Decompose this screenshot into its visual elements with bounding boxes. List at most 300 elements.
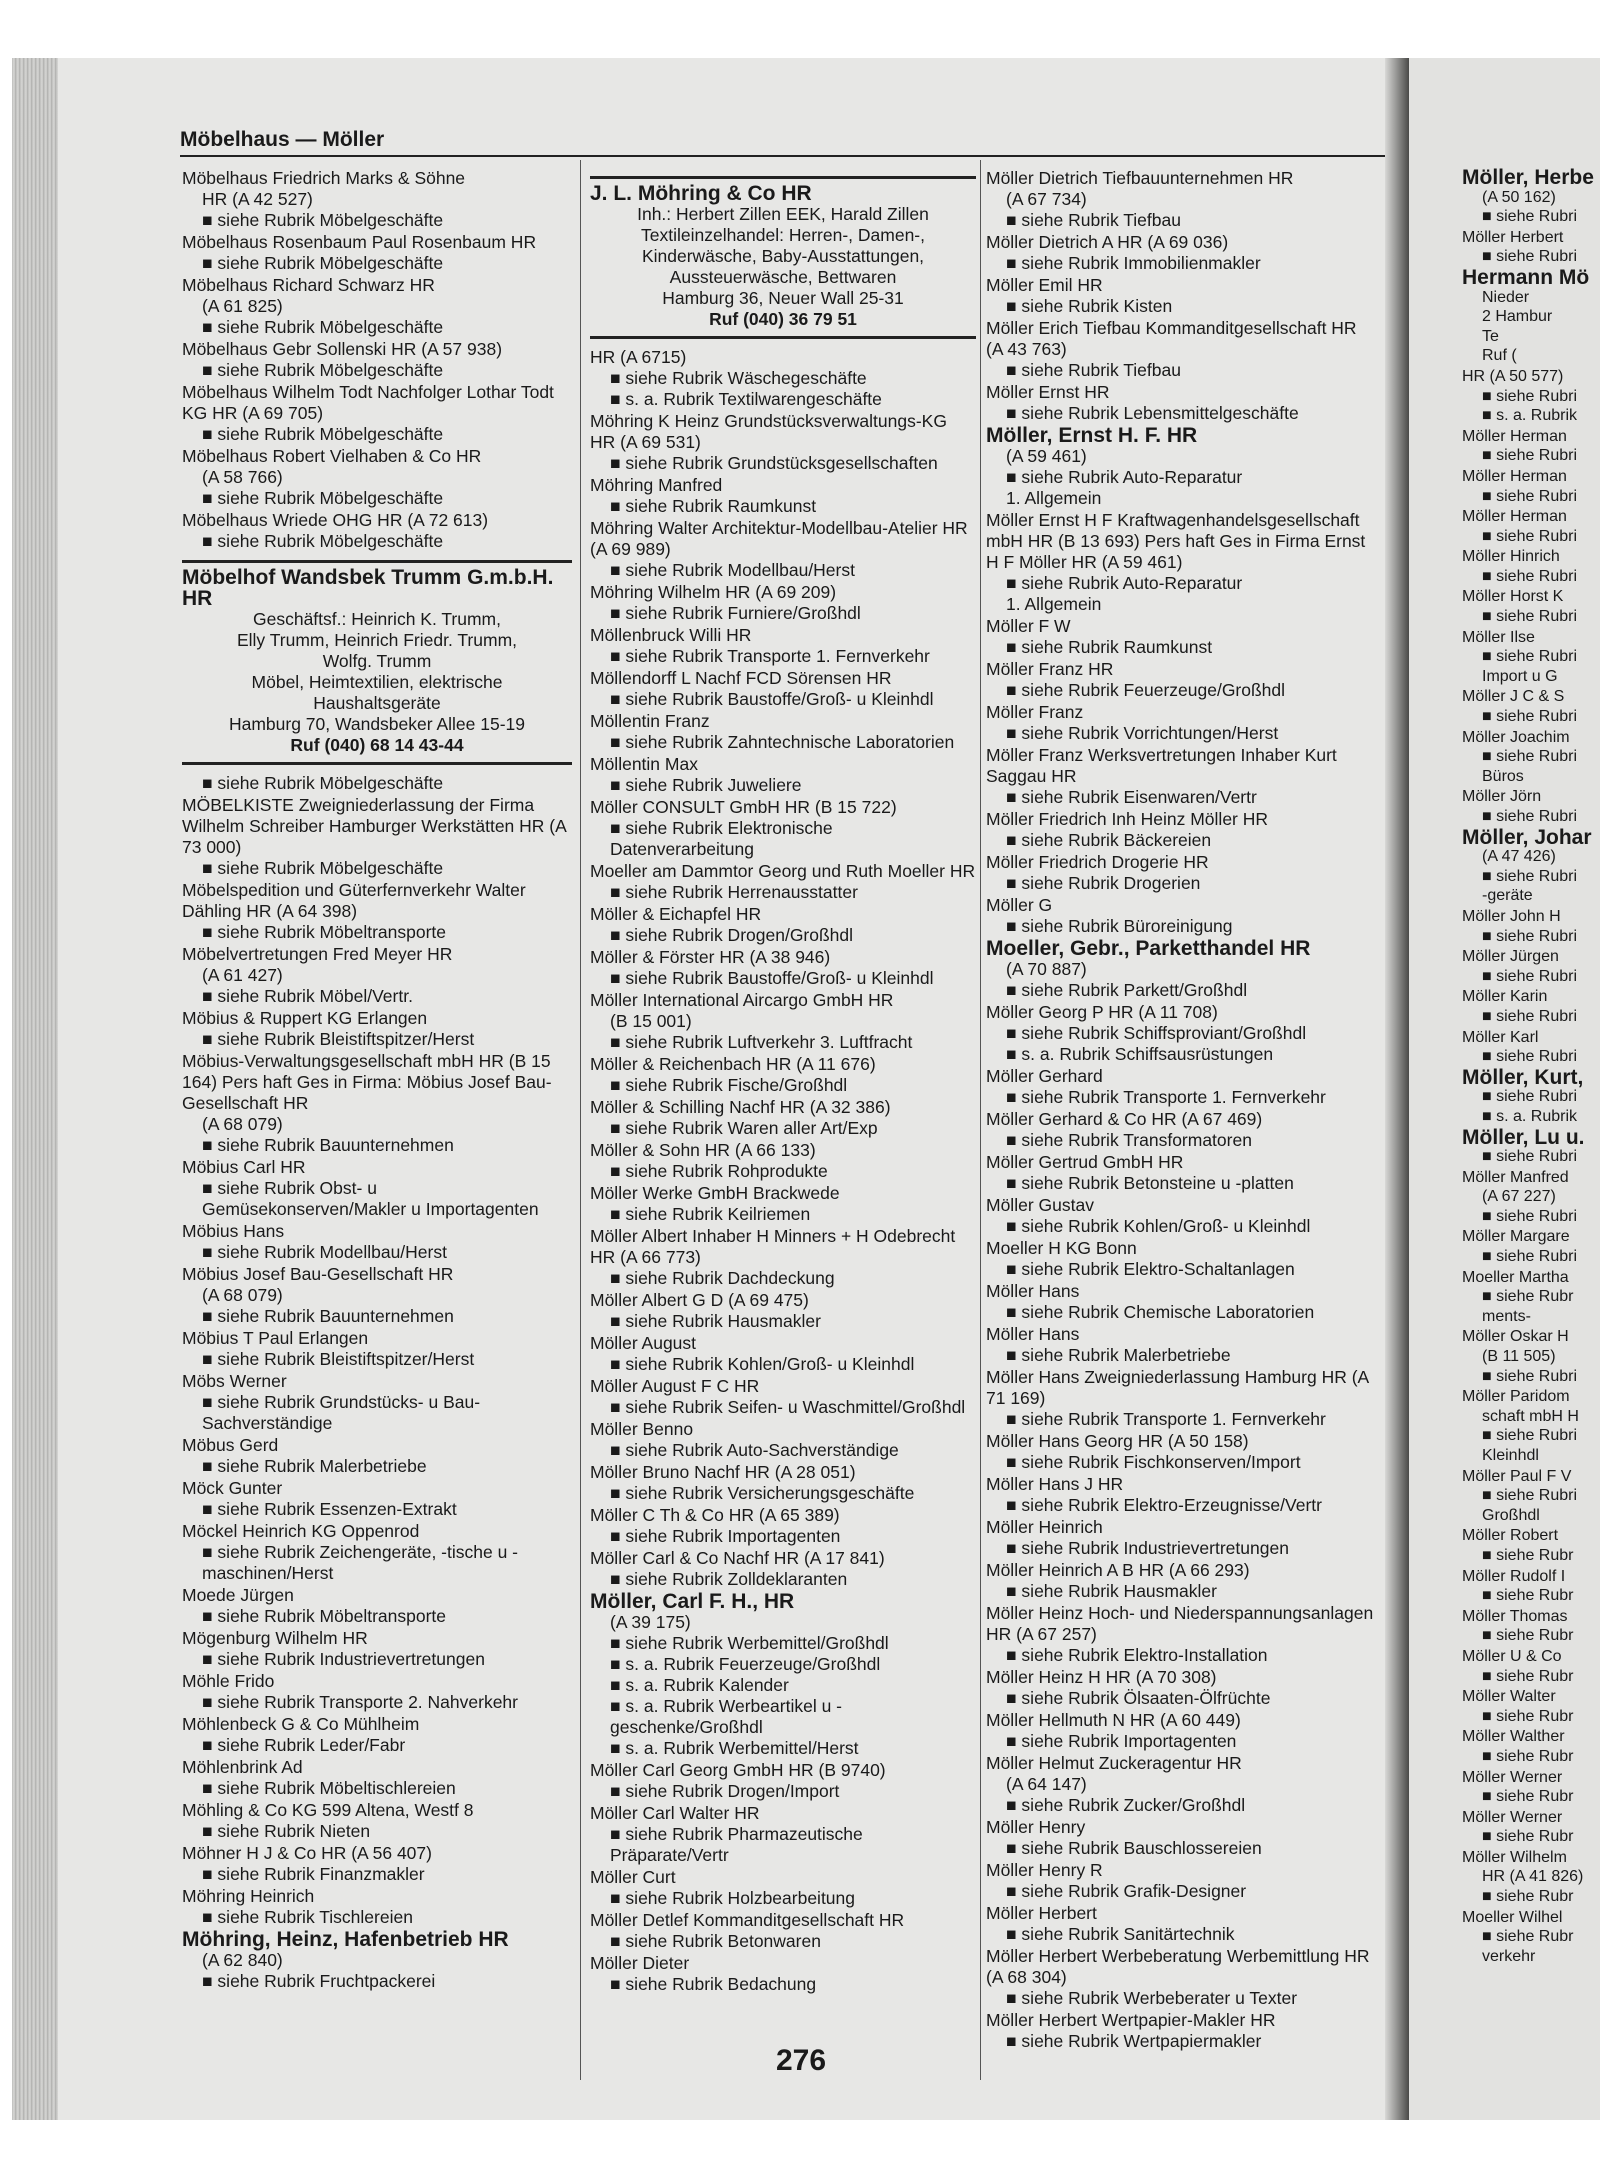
directory-entry xyxy=(1462,1567,1600,1606)
entry-detail: ■ siehe Rubr xyxy=(1482,1928,1574,1946)
entry-detail: ■ siehe Rubrik Transformatoren xyxy=(1006,1130,1252,1150)
directory-entry xyxy=(182,1929,572,1992)
entry-name: Möbelspedition und Güterfernverkehr Walter Dähling HR (A 64 398) xyxy=(182,880,526,921)
entry-name: Möhring Walter Architektur-Modellbau-Atelier HR (A 69 989) xyxy=(590,518,968,559)
entry-name: Möbelhaus Rosenbaum Paul Rosenbaum HR xyxy=(182,232,537,252)
advert-line: Hamburg 36, Neuer Wall 25-31 xyxy=(662,288,904,308)
entry-name: Möbs Werner xyxy=(182,1371,287,1391)
entry-detail: ■ siehe Rubrik Auto-Reparatur xyxy=(1006,573,1243,593)
directory-entry xyxy=(986,702,1376,744)
entry-name: Möller Heinz Hoch- und Niederspannungsanlagen HR (A 67 257) xyxy=(986,1603,1374,1644)
entry-detail: ■ s. a. Rubrik Schiffsausrüstungen xyxy=(1006,1044,1274,1064)
entry-detail: ■ siehe Rubrik Grundstücks- u Bau-Sachverständige xyxy=(202,1392,481,1433)
entry-detail: HR (A 41 826) xyxy=(1482,1868,1584,1886)
advert-line: Geschäftsf.: Heinrich K. Trumm, xyxy=(253,609,501,629)
directory-entry xyxy=(1462,728,1600,787)
entry-detail: ■ siehe Rubri xyxy=(1482,248,1578,266)
entry-detail: ■ siehe Rubri xyxy=(1482,1207,1578,1225)
directory-entry xyxy=(590,582,976,624)
entry-detail: ■ siehe Rubr xyxy=(1482,1667,1574,1685)
entry-name: Möller Karl xyxy=(1462,1028,1539,1046)
entry-detail: Büros xyxy=(1482,767,1524,785)
directory-entry xyxy=(986,659,1376,701)
entry-detail: ■ siehe Rubrik Bauunternehmen xyxy=(202,1135,454,1155)
directory-column-2 xyxy=(590,168,976,1996)
entry-name: Möller Georg P HR (A 11 708) xyxy=(986,1002,1218,1022)
entry-detail: ■ siehe Rubrik Sanitärtechnik xyxy=(1006,1924,1235,1944)
entry-detail: ■ siehe Rubrik Zolldeklaranten xyxy=(610,1569,848,1589)
entry-detail: ■ siehe Rubrik Möbel/Vertr. xyxy=(202,986,413,1006)
directory-entry xyxy=(182,944,572,1007)
entry-detail: ■ siehe Rubrik Chemische Laboratorien xyxy=(1006,1302,1315,1322)
directory-entry xyxy=(1462,1065,1600,1127)
directory-entry xyxy=(590,1462,976,1504)
directory-entry xyxy=(590,1505,976,1547)
directory-entry xyxy=(986,1281,1376,1323)
entry-detail: ■ siehe Rubrik Bauschlossereien xyxy=(1006,1838,1262,1858)
directory-entry xyxy=(986,1667,1376,1709)
directory-entry xyxy=(590,904,976,946)
directory-entry xyxy=(986,1474,1376,1516)
entry-name: Moeller Martha xyxy=(1462,1268,1569,1286)
entry-name: Möllendorff L Nachf FCD Sörensen HR xyxy=(590,668,892,688)
entry-name: Möller Friedrich Inh Heinz Möller HR xyxy=(986,809,1269,829)
entry-name: Möller Emil HR xyxy=(986,275,1103,295)
entry-name: Möller Herman xyxy=(1462,427,1567,445)
entry-name: Möller Dieter xyxy=(590,1953,690,1973)
entry-detail: ■ siehe Rubrik Waren aller Art/Exp xyxy=(610,1118,878,1138)
directory-entry xyxy=(986,168,1376,231)
entry-name: Möller, Johar xyxy=(1462,825,1592,849)
entry-detail: ■ siehe Rubrik Fische/Großhdl xyxy=(610,1075,848,1095)
entry-name: Möller Henry R xyxy=(986,1860,1103,1880)
advert-line: Hamburg 70, Wandsbeker Allee 15-19 xyxy=(228,714,526,734)
entry-name: Moeller H KG Bonn xyxy=(986,1238,1137,1258)
entry-name: Moede Jürgen xyxy=(182,1585,294,1605)
entry-detail: (A 61 427) xyxy=(202,965,283,985)
entry-name: Möhring Manfred xyxy=(590,475,723,495)
directory-entry xyxy=(986,1195,1376,1237)
directory-entry xyxy=(182,795,572,879)
entry-detail: ■ siehe Rubrik Transporte 1. Fernverkehr xyxy=(1006,1087,1326,1107)
directory-entry xyxy=(182,1221,572,1263)
entry-name: HR (A 6715) xyxy=(590,347,687,367)
entry-detail: ■ siehe Rubri xyxy=(1482,808,1578,825)
directory-entry xyxy=(182,1008,572,1050)
entry-name: Möbius Hans xyxy=(182,1221,285,1241)
entry-name: Möhring K Heinz Grundstücksverwaltungs-KG HR (A 69 531) xyxy=(590,411,947,452)
directory-entry xyxy=(590,1376,976,1418)
entry-name: Möckel Heinrich KG Oppenrod xyxy=(182,1521,420,1541)
entry-detail: ■ siehe Rubrik Eisenwaren/Vertr xyxy=(1006,787,1257,807)
entry-name: Möller Hans xyxy=(986,1281,1080,1301)
directory-entry xyxy=(182,1157,572,1220)
entry-detail: Nieder xyxy=(1482,288,1530,306)
entry-name: Möller Gerhard & Co HR (A 67 469) xyxy=(986,1109,1263,1129)
entry-detail: ■ siehe Rubr xyxy=(1482,1587,1574,1605)
advert-line: Textileinzelhandel: Herren-, Damen-, xyxy=(640,225,926,245)
entry-detail: 1. Allgemein xyxy=(1006,488,1102,508)
entry-detail: Ruf ( xyxy=(1482,347,1517,365)
directory-entry xyxy=(1462,787,1600,826)
entry-name: Möller Oskar H xyxy=(1462,1328,1569,1346)
entry-detail: ■ siehe Rubrik Importagenten xyxy=(1006,1731,1237,1751)
entry-name: Möller Hans Zweigniederlassung Hamburg HR (A 71 169) xyxy=(986,1367,1369,1408)
entry-detail: ■ siehe Rubrik Elektronische Datenverarbeitung xyxy=(610,818,833,859)
advert-line: Aussteuerwäsche, Bettwaren xyxy=(669,267,897,287)
directory-entry xyxy=(1462,907,1600,946)
directory-entry xyxy=(590,1867,976,1909)
entry-detail: ■ siehe Rubrik Elektro-Schaltanlagen xyxy=(1006,1259,1295,1279)
entry-detail: ■ siehe Rubrik Möbelgeschäfte xyxy=(202,253,444,273)
directory-entry xyxy=(182,1800,572,1842)
directory-entry xyxy=(986,1152,1376,1194)
entry-name: Möller Werner xyxy=(1462,1768,1563,1786)
directory-entry xyxy=(1462,628,1600,687)
entry-detail: (A 68 079) xyxy=(202,1114,283,1134)
entry-detail: (A 67 734) xyxy=(1006,189,1087,209)
entry-detail: ■ siehe Rubrik Furniere/Großhdl xyxy=(610,603,861,623)
entry-name: Möbius T Paul Erlangen xyxy=(182,1328,369,1348)
directory-entry xyxy=(1462,467,1600,506)
entry-detail: ■ siehe Rubrik Drogen/Import xyxy=(610,1781,840,1801)
entry-detail: ■ siehe Rubrik Werbemittel/Großhdl xyxy=(610,1633,889,1653)
book-gutter xyxy=(1385,58,1409,2120)
entry-name: Möller Franz xyxy=(986,702,1084,722)
directory-entry xyxy=(986,1860,1376,1902)
entry-detail: ■ siehe Rubrik Auto-Sachverständige xyxy=(610,1440,899,1460)
entry-name: Möller Hinrich xyxy=(1462,548,1560,566)
entry-name: Möller Gerhard xyxy=(986,1066,1103,1086)
entry-detail: ■ siehe Rubrik Betonsteine u -platten xyxy=(1006,1173,1294,1193)
entry-detail: ■ s. a. Rubrik xyxy=(1482,407,1578,425)
directory-entry xyxy=(986,2010,1376,2052)
directory-entry xyxy=(182,1671,572,1713)
entry-name: Möller & Förster HR (A 38 946) xyxy=(590,947,831,967)
entry-detail: ■ siehe Rubri xyxy=(1482,1048,1578,1066)
entry-detail: ■ siehe Rubrik Bleistiftspitzer/Herst xyxy=(202,1029,475,1049)
entry-detail: ■ siehe Rubri xyxy=(1482,608,1578,626)
advert-line: Elly Trumm, Heinrich Friedr. Trumm, xyxy=(236,630,518,650)
entry-name: Möller Franz HR xyxy=(986,659,1114,679)
entry-name: Möller Wilhelm xyxy=(1462,1848,1567,1866)
entry-detail: ■ siehe Rubrik Wertpapiermakler xyxy=(1006,2031,1262,2051)
entry-detail: (B 15 001) xyxy=(610,1011,692,1031)
directory-entry xyxy=(590,668,976,710)
entry-detail: ■ s. a. Rubrik xyxy=(1482,1107,1578,1125)
advert-phone: Ruf (040) 68 14 43-44 xyxy=(290,735,464,755)
entry-name: Möller Manfred xyxy=(1462,1168,1569,1186)
directory-entry xyxy=(986,938,1376,1001)
entry-name: Möller Jörn xyxy=(1462,788,1542,806)
directory-entry xyxy=(1462,1808,1600,1847)
entry-detail: ■ siehe Rubrik Büroreinigung xyxy=(1006,916,1233,936)
directory-entry xyxy=(182,275,572,338)
entry-detail: ■ siehe Rubrik Grafik-Designer xyxy=(1006,1881,1247,1901)
entry-detail: Großhdl xyxy=(1482,1506,1540,1524)
entry-name: Möller, Herbe xyxy=(1462,166,1594,189)
directory-entry xyxy=(1462,1227,1600,1266)
entry-name: Möller Ernst HR xyxy=(986,382,1110,402)
directory-entry xyxy=(182,773,572,794)
directory-entry xyxy=(986,1753,1376,1816)
entry-name: Möller Gustav xyxy=(986,1195,1094,1215)
entry-detail: ■ siehe Rubrik Fischkonserven/Import xyxy=(1006,1452,1301,1472)
entry-name: Möhring Heinrich xyxy=(182,1886,315,1906)
directory-entry xyxy=(1462,547,1600,586)
entry-name: Möller Hellmuth N HR (A 60 449) xyxy=(986,1710,1241,1730)
entry-name: Möller Herbert Werbeberatung Werbemittlung HR (A 68 304) xyxy=(986,1946,1370,1987)
directory-entry xyxy=(986,1817,1376,1859)
entry-detail: ■ siehe Rubrik Immobilienmakler xyxy=(1006,253,1261,273)
directory-entry xyxy=(590,1910,976,1952)
advert-line: Möbel, Heimtextilien, elektrische xyxy=(251,672,503,692)
entry-detail: ■ siehe Rubrik Modellbau/Herst xyxy=(610,560,855,580)
directory-entry xyxy=(986,1517,1376,1559)
entry-name: Möller Detlef Kommanditgesellschaft HR xyxy=(590,1910,905,1930)
entry-detail: ■ siehe Rubrik Grundstücksgesellschaften xyxy=(610,453,938,473)
entry-name: Möller Curt xyxy=(590,1867,676,1887)
directory-entry xyxy=(1462,1768,1600,1807)
directory-entry xyxy=(986,1903,1376,1945)
entry-name: Möller Herman xyxy=(1462,508,1567,526)
entry-name: Möller Werke GmbH Brackwede xyxy=(590,1183,840,1203)
advert-title: J. L. Möhring & Co HR xyxy=(590,182,812,205)
entry-name: Möbelhaus Wriede OHG HR (A 72 613) xyxy=(182,510,489,530)
entry-name: Möller Horst K xyxy=(1462,588,1564,606)
directory-entry xyxy=(590,1419,976,1461)
directory-entry xyxy=(590,518,976,581)
directory-entry xyxy=(986,809,1376,851)
entry-name: Möbelhaus Richard Schwarz HR xyxy=(182,275,435,295)
directory-entry xyxy=(1462,987,1600,1026)
entry-name: Möhle Frido xyxy=(182,1671,275,1691)
entry-detail: ■ siehe Rubri xyxy=(1482,1088,1578,1106)
entry-detail: ■ siehe Rubrik Herrenausstatter xyxy=(610,882,858,902)
entry-name: Möller Hans Georg HR (A 50 158) xyxy=(986,1431,1249,1451)
entry-name: Möller Heinrich xyxy=(986,1517,1103,1537)
entry-detail: ■ siehe Rubrik Auto-Reparatur xyxy=(1006,467,1243,487)
directory-entry xyxy=(182,232,572,274)
directory-entry xyxy=(182,382,572,445)
directory-entry xyxy=(590,1226,976,1289)
entry-name: Möller Heinz H HR (A 70 308) xyxy=(986,1667,1217,1687)
entry-detail: ■ siehe Rubrik Essenzen-Extrakt xyxy=(202,1499,457,1519)
entry-detail: 2 Hambur xyxy=(1482,308,1553,326)
page-edge-stack xyxy=(12,58,58,2120)
directory-entry xyxy=(590,861,976,903)
directory-entry xyxy=(1462,687,1600,726)
advert-phone: Ruf (040) 36 79 51 xyxy=(709,309,857,329)
entry-name: Möller Thomas xyxy=(1462,1607,1568,1625)
entry-name: Möller CONSULT GmbH HR (B 15 722) xyxy=(590,797,897,817)
entry-name: Möller Ilse xyxy=(1462,628,1535,646)
entry-detail: ■ s. a. Rubrik Feuerzeuge/Großhdl xyxy=(610,1654,881,1674)
directory-entry xyxy=(182,880,572,943)
directory-entry xyxy=(590,411,976,474)
entry-detail: ■ siehe Rubrik Holzbearbeitung xyxy=(610,1888,856,1908)
entry-detail: ■ siehe Rubrik Möbelgeschäfte xyxy=(202,488,444,508)
entry-name: HR (A 50 577) xyxy=(1462,367,1564,385)
directory-entry xyxy=(182,1521,572,1584)
entry-detail: ■ siehe Rubrik Tischlereien xyxy=(202,1907,413,1927)
entry-name: Möck Gunter xyxy=(182,1478,283,1498)
entry-detail: ■ siehe Rubrik Möbelgeschäfte xyxy=(202,773,444,793)
entry-detail: ■ siehe Rubrik Transporte 2. Nahverkehr xyxy=(202,1692,518,1712)
entry-detail: ■ siehe Rubri xyxy=(1482,208,1578,226)
directory-entry xyxy=(1462,1168,1600,1227)
directory-entry xyxy=(182,446,572,509)
entry-name: Möller August xyxy=(590,1333,697,1353)
entry-detail: ■ siehe Rubri xyxy=(1482,1248,1578,1266)
entry-name: Möller Joachim xyxy=(1462,728,1570,746)
entry-name: Möller, Kurt, xyxy=(1462,1065,1584,1089)
directory-entry xyxy=(590,1548,976,1590)
entry-detail: ■ siehe Rubr xyxy=(1482,1788,1574,1806)
column-divider xyxy=(980,160,981,2080)
directory-entry xyxy=(590,797,976,860)
entry-detail: ■ siehe Rubr xyxy=(1482,1707,1574,1725)
entry-detail: ■ s. a. Rubrik Werbemittel/Herst xyxy=(610,1738,859,1758)
entry-detail: (A 39 175) xyxy=(610,1612,691,1632)
entry-name: Möller Albert Inhaber H Minners + H Odebrecht HR (A 66 773) xyxy=(590,1226,956,1267)
directory-entry xyxy=(986,318,1376,381)
entry-name: Mögenburg Wilhelm HR xyxy=(182,1628,368,1648)
entry-name: Möller Bruno Nachf HR (A 28 051) xyxy=(590,1462,856,1482)
directory-entry xyxy=(1462,228,1600,267)
entry-detail: ■ siehe Rubrik Hausmakler xyxy=(1006,1581,1217,1601)
entry-name: Möller & Schilling Nachf HR (A 32 386) xyxy=(590,1097,891,1117)
directory-entry xyxy=(1462,825,1600,906)
entry-name: Möller & Sohn HR (A 66 133) xyxy=(590,1140,816,1160)
entry-detail: ■ siehe Rubrik Möbelgeschäfte xyxy=(202,858,444,878)
header-rule xyxy=(180,155,1385,157)
entry-detail: ■ siehe Rubrik Drogerien xyxy=(1006,873,1201,893)
entry-detail: ments- xyxy=(1482,1307,1531,1325)
entry-name: Möller Paridom xyxy=(1462,1388,1570,1406)
entry-name: Möller J C & S xyxy=(1462,688,1565,706)
entry-detail: ■ siehe Rubrik Transporte 1. Fernverkehr xyxy=(1006,1409,1326,1429)
directory-entry xyxy=(1462,1327,1600,1386)
entry-name: Möbelhaus Gebr Sollenski HR (A 57 938) xyxy=(182,339,503,359)
entry-detail: ■ siehe Rubr xyxy=(1482,1627,1574,1645)
entry-detail: ■ siehe Rubrik Transporte 1. Fernverkehr xyxy=(610,646,930,666)
directory-column-1 xyxy=(182,168,572,1993)
entry-name: Möllentin Franz xyxy=(590,711,710,731)
entry-detail: ■ siehe Rubrik Seifen- u Waschmittel/Großhdl xyxy=(610,1397,966,1417)
advert-box xyxy=(590,176,976,339)
entry-detail: ■ siehe Rubri xyxy=(1482,967,1578,985)
directory-entry xyxy=(182,1714,572,1756)
directory-entry xyxy=(182,1757,572,1799)
directory-entry xyxy=(1462,1028,1600,1067)
entry-detail: ■ siehe Rubrik Fruchtpackerei xyxy=(202,1971,436,1991)
directory-entry xyxy=(1462,367,1600,426)
entry-detail: ■ siehe Rubr xyxy=(1482,1828,1574,1846)
directory-entry xyxy=(986,1238,1376,1280)
entry-detail: ■ siehe Rubri xyxy=(1482,1427,1578,1445)
entry-detail: ■ siehe Rubr xyxy=(1482,1888,1574,1906)
directory-entry xyxy=(986,425,1376,509)
entry-name: Möller G xyxy=(986,895,1053,915)
entry-name: Möbius-Verwaltungsgesellschaft mbH HR (B 15 164) Pers haft Ges in Firma: Möbius Josef Bau-Gesellschaft HR xyxy=(182,1051,552,1113)
directory-entry xyxy=(1462,1848,1600,1907)
entry-detail: ■ siehe Rubrik Tiefbau xyxy=(1006,210,1181,230)
entry-detail: ■ siehe Rubrik Kohlen/Groß- u Kleinhdl xyxy=(610,1354,915,1374)
entry-name: Möller, Carl F. H., HR xyxy=(590,1590,795,1613)
entry-detail: ■ siehe Rubri xyxy=(1482,527,1578,545)
directory-entry xyxy=(590,754,976,796)
entry-detail: ■ siehe Rubri xyxy=(1482,447,1578,465)
entry-detail: ■ siehe Rubrik Industrievertretungen xyxy=(1006,1538,1289,1558)
entry-name: Möbelhaus Robert Vielhaben & Co HR xyxy=(182,446,482,466)
entry-name: Moeller, Gebr., Parketthandel HR xyxy=(986,937,1311,960)
entry-detail: (A 58 766) xyxy=(202,467,283,487)
entry-name: Hermann Mö xyxy=(1462,265,1590,289)
entry-name: Möller Paul F V xyxy=(1462,1467,1572,1485)
entry-detail: (A 62 840) xyxy=(202,1950,283,1970)
entry-detail: ■ siehe Rubrik Bauunternehmen xyxy=(202,1306,454,1326)
entry-detail: ■ siehe Rubr xyxy=(1482,1747,1574,1765)
directory-entry xyxy=(986,1431,1376,1473)
entry-detail: ■ siehe Rubrik Feuerzeuge/Großhdl xyxy=(1006,680,1286,700)
entry-detail: ■ siehe Rubrik Möbeltransporte xyxy=(202,922,447,942)
directory-entry xyxy=(590,475,976,517)
entry-name: Möller Hans J HR xyxy=(986,1474,1124,1494)
entry-name: Möller Gertrud GmbH HR xyxy=(986,1152,1184,1172)
entry-detail: ■ siehe Rubrik Kohlen/Groß- u Kleinhdl xyxy=(1006,1216,1311,1236)
entry-detail: ■ siehe Rubrik Zahntechnische Laboratorien xyxy=(610,732,955,752)
entry-detail: ■ siehe Rubrik Hausmakler xyxy=(610,1311,821,1331)
entry-name: Möbius Josef Bau-Gesellschaft HR xyxy=(182,1264,454,1284)
entry-name: Möhring Wilhelm HR (A 69 209) xyxy=(590,582,837,602)
directory-entry xyxy=(590,1054,976,1096)
directory-entry xyxy=(182,510,572,552)
entry-name: Möller Erich Tiefbau Kommanditgesellschaft HR (A 43 763) xyxy=(986,318,1357,359)
directory-entry xyxy=(1462,947,1600,986)
directory-entry xyxy=(590,1097,976,1139)
entry-name: Möhling & Co KG 599 Altena, Westf 8 xyxy=(182,1800,474,1820)
entry-detail: ■ siehe Rubrik Tiefbau xyxy=(1006,360,1181,380)
directory-entry xyxy=(1462,1687,1600,1726)
directory-entry xyxy=(590,1760,976,1802)
directory-entry xyxy=(986,616,1376,658)
directory-entry xyxy=(182,1843,572,1885)
entry-detail: ■ siehe Rubrik Parkett/Großhdl xyxy=(1006,980,1248,1000)
directory-entry xyxy=(182,1264,572,1327)
directory-entry xyxy=(986,275,1376,317)
page-number: 276 xyxy=(776,2044,827,2077)
entry-name: Möller Walter xyxy=(1462,1688,1556,1706)
directory-entry xyxy=(986,745,1376,808)
directory-entry xyxy=(986,895,1376,937)
directory-entry xyxy=(590,1591,976,1759)
directory-entry xyxy=(182,1371,572,1434)
directory-entry xyxy=(986,1367,1376,1430)
entry-detail: ■ siehe Rubri xyxy=(1482,927,1578,945)
directory-entry xyxy=(1462,587,1600,626)
entry-detail: ■ siehe Rubrik Betonwaren xyxy=(610,1931,821,1951)
entry-name: Möbelvertretungen Fred Meyer HR xyxy=(182,944,453,964)
directory-entry xyxy=(986,1946,1376,2009)
advert-line: Wolfg. Trumm xyxy=(322,651,432,671)
entry-detail: ■ siehe Rubrik Raumkunst xyxy=(610,496,817,516)
entry-name: Möller Robert xyxy=(1462,1527,1559,1545)
entry-detail: ■ siehe Rubrik Elektro-Erzeugnisse/Vertr xyxy=(1006,1495,1322,1515)
entry-name: Möller, Lu u. xyxy=(1462,1125,1585,1149)
entry-detail: ■ s. a. Rubrik Werbeartikel u -geschenke/Großhdl xyxy=(610,1696,842,1737)
column-divider xyxy=(580,160,581,2080)
